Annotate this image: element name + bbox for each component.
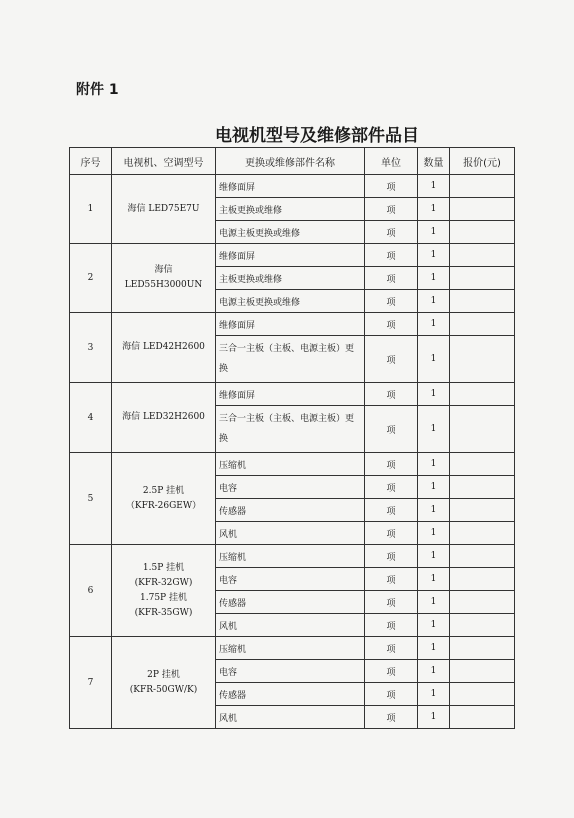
part-name: 风机 bbox=[216, 614, 365, 637]
row-number: 4 bbox=[70, 383, 112, 453]
unit-cell: 项 bbox=[365, 568, 418, 591]
part-name: 传感器 bbox=[216, 683, 365, 706]
unit-cell: 项 bbox=[365, 545, 418, 568]
qty-cell: 1 bbox=[418, 706, 450, 729]
price-cell[interactable] bbox=[450, 267, 515, 290]
column-header: 更换或维修部件名称 bbox=[216, 148, 365, 175]
qty-cell: 1 bbox=[418, 637, 450, 660]
table-row bbox=[70, 637, 515, 660]
model-cell bbox=[112, 453, 216, 545]
table-row bbox=[70, 545, 515, 568]
part-name: 压缩机 bbox=[216, 545, 365, 568]
qty-cell: 1 bbox=[418, 683, 450, 706]
qty-cell: 1 bbox=[418, 660, 450, 683]
part-name: 三合一主板（主板、电源主板）更换 bbox=[216, 336, 365, 383]
price-cell[interactable] bbox=[450, 221, 515, 244]
unit-cell: 项 bbox=[365, 221, 418, 244]
price-cell[interactable] bbox=[450, 313, 515, 336]
qty-cell: 1 bbox=[418, 453, 450, 476]
model-line: 海信 LED75E7U bbox=[127, 203, 200, 214]
unit-cell: 项 bbox=[365, 336, 418, 383]
qty-cell: 1 bbox=[418, 614, 450, 637]
row-number: 7 bbox=[70, 637, 112, 729]
unit-cell: 项 bbox=[365, 706, 418, 729]
model-line: 1.5P 挂机 bbox=[142, 562, 185, 573]
model-line: 2P 挂机 bbox=[147, 669, 180, 680]
table-row bbox=[70, 453, 515, 476]
part-name: 维修面屏 bbox=[216, 244, 365, 267]
unit-cell: 项 bbox=[365, 591, 418, 614]
price-cell[interactable] bbox=[450, 591, 515, 614]
table-row bbox=[70, 175, 515, 198]
unit-cell: 项 bbox=[365, 522, 418, 545]
price-cell[interactable] bbox=[450, 336, 515, 383]
price-cell[interactable] bbox=[450, 499, 515, 522]
price-cell[interactable] bbox=[450, 568, 515, 591]
column-header: 单位 bbox=[365, 148, 418, 175]
unit-cell: 项 bbox=[365, 198, 418, 221]
price-cell[interactable] bbox=[450, 175, 515, 198]
unit-cell: 项 bbox=[365, 313, 418, 336]
part-name: 电容 bbox=[216, 568, 365, 591]
qty-cell: 1 bbox=[418, 313, 450, 336]
model-cell bbox=[112, 637, 216, 729]
part-name: 电容 bbox=[216, 476, 365, 499]
unit-cell: 项 bbox=[365, 637, 418, 660]
column-header: 序号 bbox=[70, 148, 112, 175]
part-name: 风机 bbox=[216, 706, 365, 729]
model-line: (KFR-50GW/K) bbox=[129, 684, 198, 695]
part-name: 维修面屏 bbox=[216, 313, 365, 336]
unit-cell: 项 bbox=[365, 175, 418, 198]
price-cell[interactable] bbox=[450, 637, 515, 660]
part-name: 压缩机 bbox=[216, 453, 365, 476]
qty-cell: 1 bbox=[418, 406, 450, 453]
row-number: 5 bbox=[70, 453, 112, 545]
model-cell bbox=[112, 244, 216, 313]
unit-cell: 项 bbox=[365, 267, 418, 290]
price-cell[interactable] bbox=[450, 290, 515, 313]
model-line: 2.5P 挂机 bbox=[142, 485, 185, 496]
unit-cell: 项 bbox=[365, 383, 418, 406]
price-cell[interactable] bbox=[450, 545, 515, 568]
price-cell[interactable] bbox=[450, 476, 515, 499]
model-line: 海信 LED55H3000UN bbox=[124, 265, 203, 290]
table-row bbox=[70, 244, 515, 267]
price-cell[interactable] bbox=[450, 383, 515, 406]
unit-cell: 项 bbox=[365, 614, 418, 637]
unit-cell: 项 bbox=[365, 683, 418, 706]
qty-cell: 1 bbox=[418, 522, 450, 545]
attachment-label: 附件 1 bbox=[76, 82, 119, 98]
qty-cell: 1 bbox=[418, 221, 450, 244]
qty-cell: 1 bbox=[418, 383, 450, 406]
part-name: 电源主板更换或维修 bbox=[216, 290, 365, 313]
model-cell bbox=[112, 383, 216, 453]
qty-cell: 1 bbox=[418, 545, 450, 568]
price-cell[interactable] bbox=[450, 453, 515, 476]
row-number: 1 bbox=[70, 175, 112, 244]
price-cell[interactable] bbox=[450, 614, 515, 637]
qty-cell: 1 bbox=[418, 568, 450, 591]
document-title: 电视机型号及维修部件品目 bbox=[215, 126, 419, 146]
part-name: 维修面屏 bbox=[216, 175, 365, 198]
qty-cell: 1 bbox=[418, 244, 450, 267]
price-cell[interactable] bbox=[450, 522, 515, 545]
part-name: 传感器 bbox=[216, 591, 365, 614]
unit-cell: 项 bbox=[365, 476, 418, 499]
unit-cell: 项 bbox=[365, 499, 418, 522]
part-name: 主板更换或维修 bbox=[216, 198, 365, 221]
qty-cell: 1 bbox=[418, 591, 450, 614]
row-number: 6 bbox=[70, 545, 112, 637]
part-name: 维修面屏 bbox=[216, 383, 365, 406]
qty-cell: 1 bbox=[418, 267, 450, 290]
unit-cell: 项 bbox=[365, 290, 418, 313]
price-cell[interactable] bbox=[450, 660, 515, 683]
row-number: 3 bbox=[70, 313, 112, 383]
column-header: 报价(元) bbox=[450, 148, 515, 175]
qty-cell: 1 bbox=[418, 476, 450, 499]
model-line: 1.75P 挂机 bbox=[140, 592, 187, 603]
part-name: 电源主板更换或维修 bbox=[216, 221, 365, 244]
model-line: （KFR-26GEW） bbox=[125, 500, 202, 511]
model-cell bbox=[112, 545, 216, 637]
row-number: 2 bbox=[70, 244, 112, 313]
model-cell bbox=[112, 313, 216, 383]
column-header: 数量 bbox=[418, 148, 450, 175]
column-header: 电视机、空调型号 bbox=[112, 148, 216, 175]
price-cell[interactable] bbox=[450, 244, 515, 267]
qty-cell: 1 bbox=[418, 336, 450, 383]
part-name: 主板更换或维修 bbox=[216, 267, 365, 290]
model-line: (KFR-32GW) bbox=[134, 577, 193, 588]
model-line: (KFR-35GW) bbox=[134, 607, 193, 618]
table-row bbox=[70, 383, 515, 406]
qty-cell: 1 bbox=[418, 175, 450, 198]
model-line: 海信 LED32H2600 bbox=[122, 412, 205, 422]
qty-cell: 1 bbox=[418, 499, 450, 522]
table-header-row bbox=[70, 148, 515, 175]
part-name: 风机 bbox=[216, 522, 365, 545]
unit-cell: 项 bbox=[365, 406, 418, 453]
qty-cell: 1 bbox=[418, 290, 450, 313]
unit-cell: 项 bbox=[365, 244, 418, 267]
price-cell[interactable] bbox=[450, 683, 515, 706]
part-name: 压缩机 bbox=[216, 637, 365, 660]
model-line: 海信 LED42H2600 bbox=[122, 342, 205, 352]
price-cell[interactable] bbox=[450, 198, 515, 221]
qty-cell: 1 bbox=[418, 198, 450, 221]
part-name: 三合一主板（主板、电源主板）更换 bbox=[216, 406, 365, 453]
model-cell bbox=[112, 175, 216, 244]
unit-cell: 项 bbox=[365, 453, 418, 476]
part-name: 传感器 bbox=[216, 499, 365, 522]
unit-cell: 项 bbox=[365, 660, 418, 683]
parts-table bbox=[69, 147, 515, 729]
price-cell[interactable] bbox=[450, 706, 515, 729]
table-row bbox=[70, 313, 515, 336]
price-cell[interactable] bbox=[450, 406, 515, 453]
part-name: 电容 bbox=[216, 660, 365, 683]
